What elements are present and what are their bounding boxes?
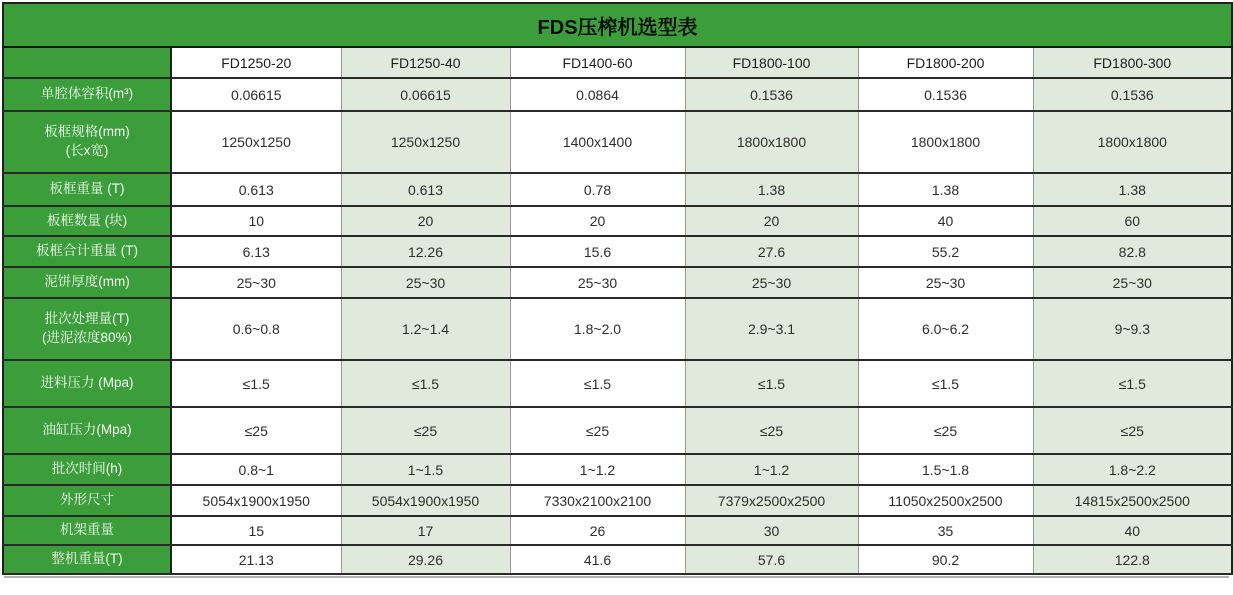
data-cell: 1250x1250	[341, 111, 510, 173]
table-title-row	[3, 3, 1232, 47]
row-label: 单腔体容积(m³)	[3, 78, 171, 111]
page-title: FDS压榨机选型表	[3, 3, 1232, 47]
data-cell: 11050x2500x2500	[858, 485, 1033, 516]
data-cell: 7330x2100x2100	[510, 485, 685, 516]
row-label: 板框数量 (块)	[3, 206, 171, 236]
data-cell: 90.2	[858, 545, 1033, 574]
data-cell: 0.06615	[341, 78, 510, 111]
data-cell: 82.8	[1033, 236, 1232, 267]
row-label: 板框合计重量 (T)	[3, 236, 171, 267]
data-cell: 30	[685, 516, 858, 545]
data-cell: 29.26	[341, 545, 510, 574]
data-cell: ≤25	[858, 407, 1033, 454]
data-cell: 1800x1800	[685, 111, 858, 173]
data-cell: 25~30	[685, 267, 858, 298]
data-cell: 1~1.2	[510, 454, 685, 485]
table-row	[3, 516, 1232, 545]
row-label: 外形尺寸	[3, 485, 171, 516]
data-cell: 15.6	[510, 236, 685, 267]
model-header-row	[3, 47, 1232, 78]
data-cell: 20	[510, 206, 685, 236]
data-cell: 1800x1800	[858, 111, 1033, 173]
row-label: 泥饼厚度(mm)	[3, 267, 171, 298]
data-cell: 0.06615	[171, 78, 341, 111]
data-cell: ≤1.5	[858, 360, 1033, 407]
data-cell: 26	[510, 516, 685, 545]
model-header-fd1250-40: FD1250-40	[341, 47, 510, 78]
data-cell: 0.6~0.8	[171, 298, 341, 360]
data-cell: 122.8	[1033, 545, 1232, 574]
table-row	[3, 78, 1232, 111]
data-cell: 15	[171, 516, 341, 545]
data-cell: 0.613	[341, 173, 510, 206]
model-header-fd1800-300: FD1800-300	[1033, 47, 1232, 78]
table-row	[3, 360, 1232, 407]
data-cell: 1.5~1.8	[858, 454, 1033, 485]
data-cell: 17	[341, 516, 510, 545]
row-label: 板框规格(mm) (长x宽)	[3, 111, 171, 173]
row-label: 油缸压力(Mpa)	[3, 407, 171, 454]
table-row	[3, 485, 1232, 516]
data-cell: 14815x2500x2500	[1033, 485, 1232, 516]
data-cell: 40	[1033, 516, 1232, 545]
data-cell: 25~30	[171, 267, 341, 298]
data-cell: ≤25	[510, 407, 685, 454]
row-label: 批次时间(h)	[3, 454, 171, 485]
table-row	[3, 236, 1232, 267]
data-cell: 1250x1250	[171, 111, 341, 173]
data-cell: ≤1.5	[341, 360, 510, 407]
table-row	[3, 407, 1232, 454]
data-cell: 40	[858, 206, 1033, 236]
data-cell: 27.6	[685, 236, 858, 267]
data-cell: 0.8~1	[171, 454, 341, 485]
corner-cell	[3, 47, 171, 78]
data-cell: 1.2~1.4	[341, 298, 510, 360]
data-cell: 1~1.5	[341, 454, 510, 485]
model-header-fd1800-200: FD1800-200	[858, 47, 1033, 78]
data-cell: 60	[1033, 206, 1232, 236]
data-cell: 9~9.3	[1033, 298, 1232, 360]
data-cell: 21.13	[171, 545, 341, 574]
data-cell: 1.38	[685, 173, 858, 206]
data-cell: 1.8~2.0	[510, 298, 685, 360]
data-cell: 25~30	[510, 267, 685, 298]
data-cell: 12.26	[341, 236, 510, 267]
data-cell: 1.38	[1033, 173, 1232, 206]
data-cell: 1800x1800	[1033, 111, 1232, 173]
model-header-fd1400-60: FD1400-60	[510, 47, 685, 78]
data-cell: ≤25	[685, 407, 858, 454]
data-cell: 0.1536	[858, 78, 1033, 111]
fds-selection-table	[2, 2, 1233, 575]
data-cell: 25~30	[858, 267, 1033, 298]
row-label: 批次处理量(T) (进泥浓度80%)	[3, 298, 171, 360]
data-cell: 2.9~3.1	[685, 298, 858, 360]
row-label: 整机重量(T)	[3, 545, 171, 574]
data-cell: ≤25	[341, 407, 510, 454]
table-row	[3, 173, 1232, 206]
data-cell: ≤25	[1033, 407, 1232, 454]
data-cell: ≤1.5	[1033, 360, 1232, 407]
table-row	[3, 545, 1232, 574]
data-cell: 5054x1900x1950	[171, 485, 341, 516]
data-cell: 0.1536	[685, 78, 858, 111]
data-cell: ≤25	[171, 407, 341, 454]
row-label: 板框重量 (T)	[3, 173, 171, 206]
data-cell: 0.78	[510, 173, 685, 206]
data-cell: 7379x2500x2500	[685, 485, 858, 516]
data-cell: 0.613	[171, 173, 341, 206]
data-cell: 35	[858, 516, 1033, 545]
data-cell: 1.38	[858, 173, 1033, 206]
data-cell: 1.8~2.2	[1033, 454, 1232, 485]
data-cell: 5054x1900x1950	[341, 485, 510, 516]
table-row	[3, 111, 1232, 173]
data-cell: 25~30	[1033, 267, 1232, 298]
data-cell: 6.13	[171, 236, 341, 267]
data-cell: ≤1.5	[510, 360, 685, 407]
data-cell: 1400x1400	[510, 111, 685, 173]
data-cell: 41.6	[510, 545, 685, 574]
data-cell: 1~1.2	[685, 454, 858, 485]
data-cell: 20	[341, 206, 510, 236]
table-row	[3, 206, 1232, 236]
row-label: 机架重量	[3, 516, 171, 545]
row-label: 进料压力 (Mpa)	[3, 360, 171, 407]
data-cell: 25~30	[341, 267, 510, 298]
data-cell: 57.6	[685, 545, 858, 574]
data-cell: 10	[171, 206, 341, 236]
data-cell: 0.1536	[1033, 78, 1232, 111]
data-cell: ≤1.5	[171, 360, 341, 407]
data-cell: 20	[685, 206, 858, 236]
table-body	[3, 78, 1232, 574]
table-row	[3, 298, 1232, 360]
data-cell: 6.0~6.2	[858, 298, 1033, 360]
table-row	[3, 267, 1232, 298]
data-cell: 55.2	[858, 236, 1033, 267]
data-cell: 0.0864	[510, 78, 685, 111]
model-header-fd1800-100: FD1800-100	[685, 47, 858, 78]
data-cell: ≤1.5	[685, 360, 858, 407]
model-header-fd1250-20: FD1250-20	[171, 47, 341, 78]
table-row	[3, 454, 1232, 485]
